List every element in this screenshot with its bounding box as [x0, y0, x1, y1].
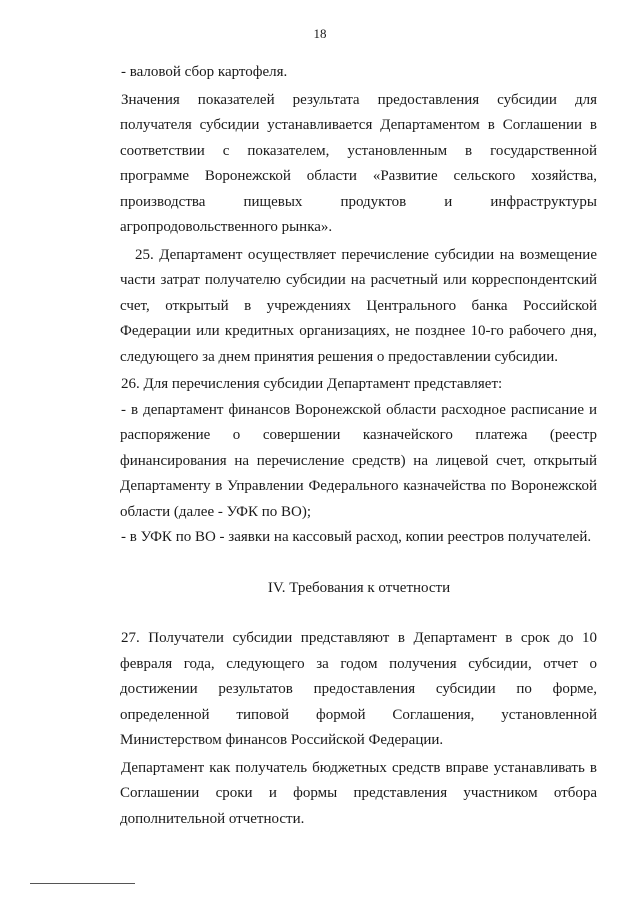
- paragraph-25-rest: части затрат получателю субсидии на расчетный или корреспондентский счет, открытый в учреждениях Центрального банка Российской Федерации или кредитных организациях, не позднее 10-го рабочего дня, следующего за днем принятия решения о предоставлении субсидии.: [120, 272, 597, 365]
- paragraph-26: [121, 372, 597, 398]
- paragraph-26-item-2: [121, 525, 597, 551]
- paragraph-26-item-1: [121, 398, 597, 526]
- paragraph-department-rest: Соглашении сроки и формы представления участником отбора дополнительной отчетности.: [120, 785, 597, 827]
- paragraph-27-rest: февраля года, следующего за годом получения субсидии, отчет о достижении результатов предоставления субсидии по форме, определенной типовой формой Соглашения, установленной Министерством финансов Российской Федерации.: [120, 655, 597, 748]
- paragraph-2-line1: Значения показателей результата предоставления субсидии для: [121, 91, 597, 108]
- paragraph-27-line1: 27. Получатели субсидии представляют в Департамент в срок до 10: [121, 630, 597, 646]
- paragraph-1: [121, 60, 597, 86]
- paragraph-department-line1: Департамент как получатель бюджетных средств вправе устанавливать в: [121, 759, 597, 776]
- paragraph-1-text: - валовой сбор картофеля.: [121, 64, 288, 80]
- paragraph-26-item-1-line1: - в департамент финансов Воронежской области расходное расписание и: [121, 401, 597, 418]
- paragraph-25-line1: 25. Департамент осуществляет перечисление субсидии на возмещение: [135, 246, 597, 263]
- page-number: 18: [313, 26, 327, 41]
- footer-rule: [30, 883, 135, 884]
- paragraph-26-text: 26. Для перечисления субсидии Департамент представляет:: [121, 376, 503, 392]
- paragraph-2-rest: получателя субсидии устанавливается Департаментом в Соглашении в соответствии с показателем, установленным в государственной программе Воронежской области «Развитие сельского хозяйства, производства пищевых продуктов и инфраструктуры агропродовольственного рынка».: [120, 117, 597, 235]
- paragraph-26-item-1-rest: распоряжение о совершении казначейского платежа (реестр финансирования на перечисление средств) на лицевой счет, открытый Департаменту в Управлении Федерального казначейства по Воронежской области (далее - УФК по ВО);: [120, 427, 597, 520]
- paragraph-27: [121, 626, 597, 754]
- paragraph-26-item-2-text: - в УФК по ВО - заявки на кассовый расход, копии реестров получателей.: [121, 529, 592, 545]
- document-body: [121, 60, 597, 832]
- paragraph-department: [121, 756, 597, 833]
- paragraph-2: [121, 88, 597, 241]
- paragraph-25: [121, 243, 597, 371]
- section-title: IV. Требования к отчетности: [267, 579, 451, 596]
